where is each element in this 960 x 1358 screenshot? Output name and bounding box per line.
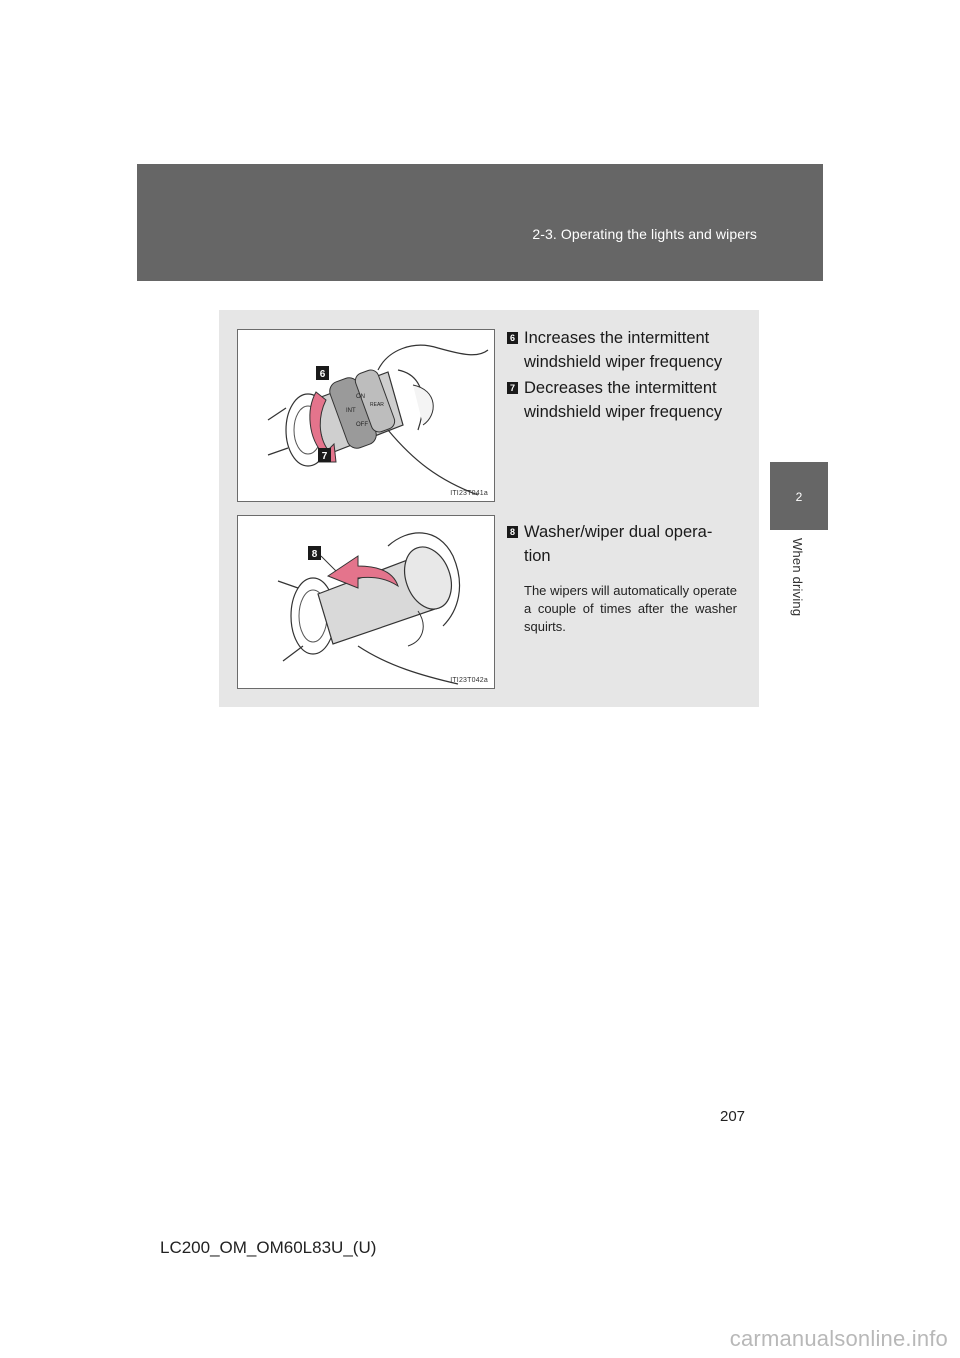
wiper-lever-pull-illustration xyxy=(238,516,494,688)
list-item xyxy=(507,376,737,424)
switch-label-off: OFF xyxy=(356,422,368,428)
figure-caption: ITI23T041a xyxy=(450,490,488,497)
callout-8: 8 xyxy=(311,549,318,560)
item-text-line1: Washer/wiper dual opera- xyxy=(524,523,713,541)
switch-label-rear: REAR xyxy=(370,402,384,408)
item-text-line2: tion xyxy=(524,547,551,565)
watermark[interactable]: carmanualsonline.info xyxy=(729,1326,948,1351)
switch-label-int: INT xyxy=(346,408,356,414)
figure-wiper-frequency xyxy=(237,329,495,502)
item-note: The wipers will automatically operate a couple of times after the washer squirts. xyxy=(524,583,737,634)
item-text-line1: Decreases the intermittent xyxy=(524,379,717,397)
page-number: 207 xyxy=(720,1108,746,1125)
chapter-tab xyxy=(770,462,828,530)
list-item xyxy=(507,520,737,636)
item-marker: 8 xyxy=(507,526,518,538)
item-marker: 7 xyxy=(507,382,518,394)
item-text-line2: windshield wiper frequency xyxy=(524,403,723,421)
list-item xyxy=(507,326,737,374)
item-text-line2: windshield wiper frequency xyxy=(524,353,723,371)
item-marker: 6 xyxy=(507,332,518,344)
chapter-number: 2 xyxy=(795,490,803,504)
section-header-band xyxy=(137,164,823,281)
switch-label-on: ON xyxy=(356,394,365,400)
chapter-label: When driving xyxy=(790,538,805,617)
callout-7: 7 xyxy=(321,451,328,462)
callout-6: 6 xyxy=(319,369,326,380)
content-panel xyxy=(219,310,759,707)
figure-washer-dual-operation xyxy=(237,515,495,689)
figure-caption: ITI23T042a xyxy=(450,677,488,684)
section-title: 2-3. Operating the lights and wipers xyxy=(532,226,757,242)
document-code: LC200_OM_OM60L83U_(U) xyxy=(160,1238,377,1257)
wiper-lever-rotate-illustration xyxy=(238,330,494,501)
item-text-line1: Increases the intermittent xyxy=(524,329,710,347)
